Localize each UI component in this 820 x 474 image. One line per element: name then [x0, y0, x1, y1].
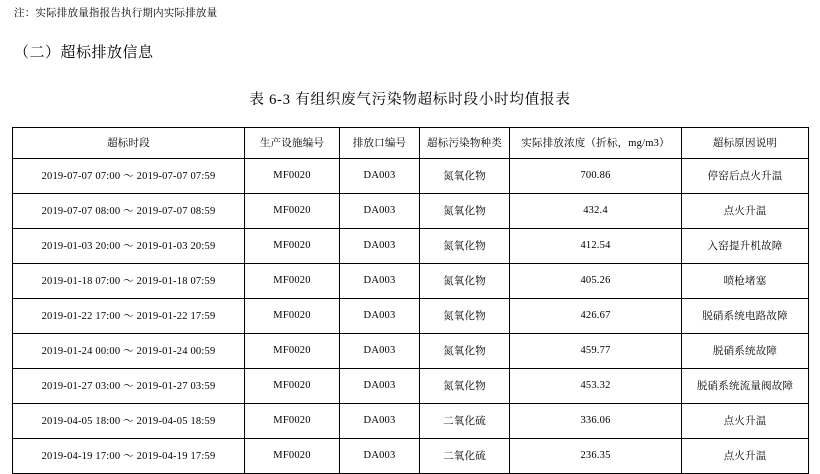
cell-concentration: 459.77: [510, 333, 682, 368]
table-row: [13, 263, 809, 298]
cell-concentration: 432.4: [510, 193, 682, 228]
table-row: [13, 158, 809, 193]
table-row: [13, 438, 809, 473]
column-header-concentration: 实际排放浓度（折标，mg/m3）: [510, 127, 682, 158]
cell-concentration: 426.67: [510, 298, 682, 333]
cell-device: MF0020: [245, 158, 340, 193]
section-heading: （二）超标排放信息: [14, 44, 154, 61]
cell-device: MF0020: [245, 263, 340, 298]
cell-pollutant: 氮氧化物: [420, 263, 510, 298]
cell-concentration: 405.26: [510, 263, 682, 298]
cell-outlet: DA003: [340, 158, 420, 193]
cell-period: 2019-07-07 07:00 ～ 2019-07-07 07:59: [13, 158, 245, 193]
cell-concentration: 412.54: [510, 228, 682, 263]
cell-outlet: DA003: [340, 368, 420, 403]
cell-outlet: DA003: [340, 403, 420, 438]
cell-outlet: DA003: [340, 298, 420, 333]
cell-outlet: DA003: [340, 193, 420, 228]
cell-reason: 喷枪堵塞: [682, 263, 809, 298]
column-header-pollutant: 超标污染物种类: [420, 127, 510, 158]
table-row: [13, 193, 809, 228]
cell-reason: 点火升温: [682, 438, 809, 473]
cell-device: MF0020: [245, 298, 340, 333]
cell-outlet: DA003: [340, 438, 420, 473]
cell-period: 2019-07-07 08:00 ～ 2019-07-07 08:59: [13, 193, 245, 228]
cell-period: 2019-01-03 20:00 ～ 2019-01-03 20:59: [13, 228, 245, 263]
cell-outlet: DA003: [340, 333, 420, 368]
cell-device: MF0020: [245, 403, 340, 438]
column-header-reason: 超标原因说明: [682, 127, 809, 158]
cell-reason: 停窑后点火升温: [682, 158, 809, 193]
cell-concentration: 700.86: [510, 158, 682, 193]
cell-period: 2019-01-18 07:00 ～ 2019-01-18 07:59: [13, 263, 245, 298]
cell-outlet: DA003: [340, 228, 420, 263]
cell-pollutant: 氮氧化物: [420, 298, 510, 333]
table-row: [13, 368, 809, 403]
table-caption: 表 6-3 有组织废气污染物超标时段小时均值报表: [249, 91, 571, 108]
cell-period: 2019-01-27 03:00 ～ 2019-01-27 03:59: [13, 368, 245, 403]
column-header-outlet: 排放口编号: [340, 127, 420, 158]
cell-reason: 脱硝系统故障: [682, 333, 809, 368]
cell-period: 2019-01-22 17:00 ～ 2019-01-22 17:59: [13, 298, 245, 333]
cell-pollutant: 二氧化硫: [420, 403, 510, 438]
cell-period: 2019-01-24 00:00 ～ 2019-01-24 00:59: [13, 333, 245, 368]
cell-device: MF0020: [245, 228, 340, 263]
cell-pollutant: 氮氧化物: [420, 158, 510, 193]
cell-concentration: 336.06: [510, 403, 682, 438]
cell-period: 2019-04-19 17:00 ～ 2019-04-19 17:59: [13, 438, 245, 473]
table-row: [13, 298, 809, 333]
cell-reason: 脱硝系统流量阀故障: [682, 368, 809, 403]
footnote-text: 注：实际排放量指报告执行期内实际排放量: [14, 8, 218, 19]
cell-reason: 点火升温: [682, 193, 809, 228]
column-header-device: 生产设施编号: [245, 127, 340, 158]
table-row: [13, 403, 809, 438]
cell-device: MF0020: [245, 438, 340, 473]
cell-device: MF0020: [245, 368, 340, 403]
cell-concentration: 236.35: [510, 438, 682, 473]
table-header-row: [13, 127, 809, 158]
cell-device: MF0020: [245, 193, 340, 228]
cell-pollutant: 二氧化硫: [420, 438, 510, 473]
cell-reason: 入窑提升机故障: [682, 228, 809, 263]
cell-outlet: DA003: [340, 263, 420, 298]
cell-pollutant: 氮氧化物: [420, 333, 510, 368]
table-row: [13, 228, 809, 263]
cell-reason: 点火升温: [682, 403, 809, 438]
cell-period: 2019-04-05 18:00 ～ 2019-04-05 18:59: [13, 403, 245, 438]
excess-emission-table: [12, 127, 809, 474]
table-row: [13, 333, 809, 368]
cell-pollutant: 氮氧化物: [420, 368, 510, 403]
cell-reason: 脱硝系统电路故障: [682, 298, 809, 333]
cell-device: MF0020: [245, 333, 340, 368]
cell-concentration: 453.32: [510, 368, 682, 403]
cell-pollutant: 氮氧化物: [420, 193, 510, 228]
column-header-period: 超标时段: [13, 127, 245, 158]
cell-pollutant: 氮氧化物: [420, 228, 510, 263]
